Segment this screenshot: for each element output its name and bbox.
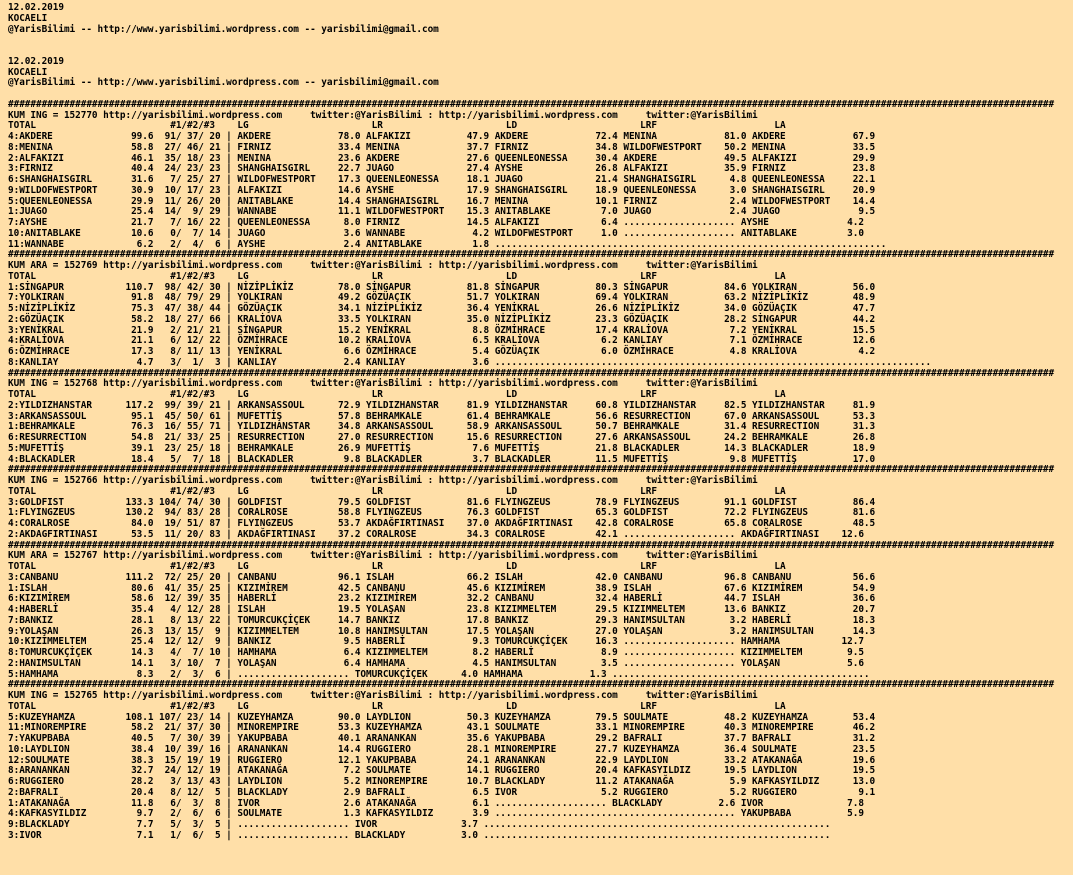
column-header-line: TOTAL #1/#2/#3 LG LR LD LRF LA	[8, 389, 786, 400]
result-row: 3:GOLDFIST 133.3 104/ 74/ 30 | GOLDFIST 79.5 GOLDFIST 81.6 FLYINGZEUS 78.9 FLYINGZEUS 91.1 GOLDFIST 86.4	[8, 496, 876, 508]
race-header-line: KUM ING = 152766 http://yarisbilimi.wordpress.com twitter:@YarisBilimi : http://yarisbilimi.wordpress.com twitter:@YarisBilimi	[8, 475, 758, 486]
result-row: 3:CANBANU 111.2 72/ 25/ 20 | CANBANU 96.1 ISLAH 66.2 ISLAH 42.0 CANBANU 96.8 CANBANU 56.6	[8, 571, 876, 583]
result-row: 2:AKDAGFIRTINASI 53.5 11/ 20/ 83 | AKDAĞFIRTINASI 37.2 CORALROSE 34.3 CORALROSE 42.1 .................... AKDAĞFIRTINASI 12.6	[8, 528, 864, 540]
result-row: 8:MENINA 58.8 27/ 46/ 21 | FIRNIZ 33.4 MENINA 37.7 FIRNIZ 34.8 WILDOFWESTPORT 50.2 MENINA 33.5	[8, 141, 876, 153]
report-line: 12.02.2019	[8, 55, 64, 67]
separator-line: ###########################################################################################################################################################################################	[8, 367, 1055, 379]
report-line: @YarisBilimi -- http://www.yarisbilimi.wordpress.com -- yarisbilimi@gmail.com	[8, 77, 439, 89]
result-row: 7:YAKUPBABA 40.5 7/ 30/ 39 | YAKUPBABA 40.1 ARANANKAN 35.6 YAKUPBABA 29.2 BAFRALI 37.7 BAFRALI 31.2	[8, 733, 876, 744]
result-row: 4:KAFKASYILDIZ 9.7 2/ 6/ 6 | SOULMATE 1.3 KAFKASYILDIZ 3.9 ........................................... YAKUPBABA 5.9	[8, 808, 864, 820]
result-row: 2:YILDIZHANSTAR 117.2 99/ 39/ 21 | ARKANSASSOUL 72.9 YILDIZHANSTAR 81.9 YILDIZHANSTAR 60.8 YILDIZHANSTAR 82.5 YILDIZHANSTAR 81.9	[8, 399, 876, 411]
result-row: 1:BEHRAMKALE 76.3 16/ 55/ 71 | YILDIZHANSTAR 34.8 ARKANSASSOUL 58.9 ARKANSASSOUL 50.7 BEHRAMKALE 31.4 RESURRECTION 31.3	[8, 421, 876, 433]
result-row: 4:CORALROSE 84.0 19/ 51/ 87 | FLYINGZEUS 53.7 AKDAĞFIRTINASI 37.0 AKDAĞFIRTINASI 42.8 CORALROSE 65.8 CORALROSE 48.5	[8, 518, 876, 529]
result-row: 1:JUAGO 25.4 14/ 9/ 29 | WANNABE 11.1 WILDOFWESTPORT 15.3 ANITABLAKE 7.0 JUAGO 2.4 JUAGO 9.5	[8, 206, 876, 218]
result-row: 8:TOMURCUKÇİÇEK 14.3 4/ 7/ 10 | HAMHAMA 6.4 KIZIMMELTEM 8.2 HABERLİ 8.9 .................... KIZIMMELTEM 9.5	[8, 647, 864, 658]
result-row: 12:SOULMATE 38.3 15/ 19/ 19 | RUGGIERO 12.1 YAKUPBABA 24.1 ARANANKAN 22.9 LAYDLION 33.2 ATAKANAĞA 19.6	[8, 754, 876, 766]
separator-line: ###########################################################################################################################################################################################	[8, 249, 1055, 261]
separator-line: ###########################################################################################################################################################################################	[8, 539, 1055, 551]
column-header-line: TOTAL #1/#2/#3 LG LR LD LRF LA	[8, 561, 786, 572]
report-line: @YarisBilimi -- http://www.yarisbilimi.wordpress.com -- yarisbilimi@gmail.com	[8, 23, 439, 35]
result-row: 9:WILDOFWESTPORT 30.9 10/ 17/ 23 | ALFAKIZI 14.6 AYSHE 17.9 SHANGHAISGIRL 18.9 QUEENLEONESSA 3.0 SHANGHAISGIRL 20.9	[8, 184, 876, 196]
result-row: 10:LAYDLION 38.4 10/ 39/ 16 | ARANANKAN 14.4 RUGGIERO 28.1 MINOREMPIRE 27.7 KUZEYHAMZA 36.4 SOULMATE 23.5	[8, 743, 876, 755]
result-row: 11:MINOREMPIRE 58.2 21/ 37/ 30 | MINOREMPIRE 53.3 KUZEYHAMZA 43.1 SOULMATE 33.1 MINOREMPIRE 40.3 MINOREMPIRE 46.2	[8, 722, 876, 734]
result-row: 5:KUZEYHAMZA 108.1 107/ 23/ 14 | KUZEYHAMZA 90.0 LAYDLION 50.3 KUZEYHAMZA 79.5 SOULMATE 48.2 KUZEYHAMZA 53.4	[8, 711, 876, 723]
result-row: 4:AKDERE 99.6 91/ 37/ 20 | AKDERE 78.0 ALFAKIZI 47.9 AKDERE 72.4 MENINA 81.0 AKDERE 67.9	[8, 131, 876, 142]
column-header-line: TOTAL #1/#2/#3 LG LR LD LRF LA	[8, 700, 786, 712]
report-line: KOCAELI	[8, 66, 48, 78]
report-line: 12.02.2019	[8, 2, 64, 13]
column-header-line: TOTAL #1/#2/#3 LG LR LD LRF LA	[8, 270, 786, 282]
result-row: 5:MUFETTİŞ 39.1 23/ 25/ 18 | BEHRAMKALE 26.9 MUFETTİŞ 7.6 MUFETTİŞ 21.8 BLACKADLER 14.3 BLACKADLER 18.9	[8, 442, 876, 454]
blank-line	[8, 46, 1073, 57]
result-row: 4:HABERLİ 35.4 4/ 12/ 28 | ISLAH 19.5 YOLAŞAN 23.8 KIZIMMELTEM 29.5 KIZIMMELTEM 13.6 BANKIZ 20.7	[8, 604, 876, 615]
result-row: 10:ANITABLAKE 10.6 0/ 7/ 14 | JUAGO 3.6 WANNABE 4.2 WILDOFWESTPORT 1.0 .................... ANITABLAKE 3.0	[8, 227, 864, 239]
result-row: 5:NİZİPLİKİZ 75.3 47/ 38/ 44 | GÖZÜAÇIK 34.1 NİZİPLİKİZ 36.4 YENİKRAL 26.6 NİZİPLİKİZ 34.0 GÖZÜAÇIK 47.7	[8, 303, 876, 314]
column-header-line: TOTAL #1/#2/#3 LG LR LD LRF LA	[8, 485, 786, 497]
result-row: 3:FIRNIZ 40.4 24/ 23/ 23 | SHANGHAISGIRL 22.7 JUAGO 27.4 AYSHE 26.8 ALFAKIZI 35.9 FIRNIZ 23.8	[8, 163, 876, 175]
result-row: 3:YENİKRAL 21.9 2/ 21/ 21 | SİNGAPUR 15.2 YENİKRAL 8.8 ÖZMİHRACE 17.4 KRALİOVA 7.2 YENİKRAL 15.5	[8, 324, 876, 336]
result-row: 2:HANIMSULTAN 14.1 3/ 10/ 7 | YOLAŞAN 6.4 HAMHAMA 4.5 HANIMSULTAN 3.5 .................... YOLAŞAN 5.6	[8, 657, 864, 669]
result-row: 5:QUEENLEONESSA 29.9 11/ 26/ 20 | ANITABLAKE 14.4 SHANGHAISGIRL 16.7 MENINA 10.1 FIRNIZ 2.4 WILDOFWESTPORT 14.4	[8, 195, 876, 207]
result-row: 11:WANNABE 6.2 2/ 4/ 6 | AYSHE 2.4 ANITABLAKE 1.8 ......................................................................	[8, 238, 887, 250]
result-row: 6:RUGGIERO 28.2 3/ 13/ 43 | LAYDLION 5.2 MINOREMPIRE 10.7 BLACKLADY 11.2 ATAKANAĞA 5.9 KAFKASYILDIZ 13.0	[8, 776, 876, 787]
blank-line	[8, 35, 1073, 46]
result-row: 6:ÖZMİHRACE 17.3 8/ 11/ 13 | YENİKRAL 6.6 ÖZMİHRACE 5.4 GÖZÜAÇIK 6.0 ÖZMİHRACE 4.8 KRALİOVA 4.2	[8, 346, 876, 357]
result-row: 3:ARKANSASSOUL 95.1 45/ 50/ 61 | MUFETTİŞ 57.8 BEHRAMKALE 61.4 BEHRAMKALE 56.6 RESURRECTION 67.0 ARKANSASSOUL 53.3	[8, 410, 876, 422]
result-row: 1:ISLAH 80.6 41/ 35/ 25 | KIZIMİREM 42.5 CANBANU 45.6 KIZIMİREM 38.9 ISLAH 67.6 KIZIMİREM 54.9	[8, 582, 876, 594]
result-row: 9:BLACKLADY 7.7 5/ 3/ 5 | .................... IVOR 3.7 ..............................................................	[8, 819, 831, 830]
result-row: 9:YOLAŞAN 26.3 13/ 15/ 9 | KIZIMMELTEM 10.8 HANIMSULTAN 17.5 YOLAŞAN 27.0 YOLAŞAN 3.2 HANIMSULTAN 14.3	[8, 625, 876, 637]
separator-line: ###########################################################################################################################################################################################	[8, 679, 1055, 691]
result-row: 1:FLYINGZEUS 130.2 94/ 83/ 28 | CORALROSE 58.8 FLYINGZEUS 76.3 GOLDFIST 65.3 GOLDFIST 72.2 FLYINGZEUS 81.6	[8, 507, 876, 519]
result-row: 2:GÖZÜAÇIK 58.2 18/ 27/ 66 | KRALİOVA 33.5 YOLKIRAN 35.0 NİZİPLİKİZ 23.3 GÖZÜAÇIK 28.2 SİNGAPUR 44.2	[8, 313, 876, 325]
race-header-line: KUM ARA = 152767 http://yarisbilimi.wordpress.com twitter:@YarisBilimi : http://yarisbilimi.wordpress.com twitter:@YarisBilimi	[8, 550, 758, 562]
result-row: 6:KIZIMİREM 58.6 12/ 39/ 35 | HABERLİ 23.2 KIZIMİREM 32.2 CANBANU 32.4 HABERLİ 44.7 ISLAH 36.6	[8, 593, 876, 605]
result-row: 7:AYSHE 21.7 7/ 16/ 22 | QUEENLEONESSA 8.0 FIRNIZ 14.5 ALFAKIZI 6.4 .................... AYSHE 4.2	[8, 217, 864, 228]
race-header-line: KUM ING = 152765 http://yarisbilimi.wordpress.com twitter:@YarisBilimi : http://yarisbilimi.wordpress.com twitter:@YarisBilimi	[8, 690, 758, 701]
result-row: 8:KANLIAY 4.7 3/ 1/ 3 | KANLIAY 2.4 KANLIAY 3.6 ..............................................................................	[8, 356, 932, 368]
result-row: 3:IVOR 7.1 1/ 6/ 5 | .................... BLACKLADY 3.0 ..............................................................	[8, 829, 831, 841]
result-row: 4:KRALİOVA 21.1 6/ 12/ 22 | ÖZMİHRACE 10.2 KRALİOVA 6.5 KRALİOVA 6.2 KANLIAY 7.1 ÖZMİHRACE 12.6	[8, 335, 876, 347]
separator-line: ###########################################################################################################################################################################################	[8, 464, 1055, 476]
race-header-line: KUM ARA = 152769 http://yarisbilimi.wordpress.com twitter:@YarisBilimi : http://yarisbilimi.wordpress.com twitter:@YarisBilimi	[8, 260, 758, 271]
result-row: 1:ATAKANAĞA 11.8 6/ 3/ 8 | IVOR 2.6 ATAKANAĞA 6.1 .................... BLACKLADY 2.6 IVOR 7.8	[8, 797, 864, 809]
separator-line: ###########################################################################################################################################################################################	[8, 98, 1055, 110]
column-header-line: TOTAL #1/#2/#3 LG LR LD LRF LA	[8, 120, 786, 132]
race-header-line: KUM ING = 152770 http://yarisbilimi.wordpress.com twitter:@YarisBilimi : http://yarisbilimi.wordpress.com twitter:@YarisBilimi	[8, 109, 758, 121]
result-row: 6:SHANGHAISGIRL 31.6 7/ 25/ 27 | WILDOFWESTPORT 17.3 QUEENLEONESSA 18.1 JUAGO 21.4 SHANGHAISGIRL 4.8 QUEENLEONESSA 22.1	[8, 174, 876, 185]
result-row: 7:BANKIZ 28.1 8/ 13/ 22 | TOMURCUKÇİÇEK 14.7 BANKIZ 17.8 BANKIZ 29.3 HANIMSULTAN 3.2 HABERLİ 18.3	[8, 614, 876, 626]
result-row: 10:KIZIMMELTEM 25.4 12/ 12/ 9 | BANKIZ 9.5 HABERLİ 9.3 TOMURCUKÇİÇEK 16.3 .................... HAMHAMA 12.7	[8, 636, 864, 648]
result-row: 2:BAFRALI 20.4 8/ 12/ 5 | BLACKLADY 2.9 BAFRALI 6.5 IVOR 5.2 RUGGIERO 5.2 RUGGIERO 9.1	[8, 786, 876, 798]
result-row: 8:ARANANKAN 32.7 24/ 12/ 19 | ATAKANAĞA 7.2 SOULMATE 14.1 RUGGIERO 20.4 KAFKASYILDIZ 19.5 LAYDLION 19.5	[8, 765, 876, 777]
result-row: 6:RESURRECTION 54.8 21/ 33/ 25 | RESURRECTION 27.0 RESURRECTION 15.6 RESURRECTION 27.6 ARKANSASSOUL 24.2 BEHRAMKALE 26.8	[8, 432, 876, 443]
race-header-line: KUM ING = 152768 http://yarisbilimi.wordpress.com twitter:@YarisBilimi : http://yarisbilimi.wordpress.com twitter:@YarisBilimi	[8, 378, 758, 390]
result-row: 2:ALFAKIZI 46.1 35/ 18/ 23 | MENINA 23.6 AKDERE 27.6 QUEENLEONESSA 30.4 AKDERE 49.5 ALFAKIZI 29.9	[8, 152, 876, 164]
result-row: 7:YOLKIRAN 91.8 48/ 79/ 29 | YOLKIRAN 49.2 GÖZÜAÇIK 51.7 YOLKIRAN 69.4 YOLKIRAN 63.2 NİZİPLİKİZ 48.9	[8, 292, 876, 304]
result-row: 4:BLACKADLER 18.4 5/ 7/ 18 | BLACKADLER 9.8 BLACKADLER 3.7 BLACKADLER 11.5 MUFETTİŞ 9.8 MUFETTİŞ 17.0	[8, 453, 876, 465]
result-row: 1:SİNGAPUR 110.7 98/ 42/ 30 | NİZİPLİKİZ 78.0 SİNGAPUR 81.8 SİNGAPUR 80.3 SİNGAPUR 84.6 YOLKIRAN 56.0	[8, 281, 876, 293]
result-row: 5:HAMHAMA 8.3 2/ 3/ 6 | .................... TOMURCUKÇİÇEK 4.0 HAMHAMA 1.3 ..............................................	[8, 668, 870, 680]
report-line: KOCAELI	[8, 12, 48, 24]
